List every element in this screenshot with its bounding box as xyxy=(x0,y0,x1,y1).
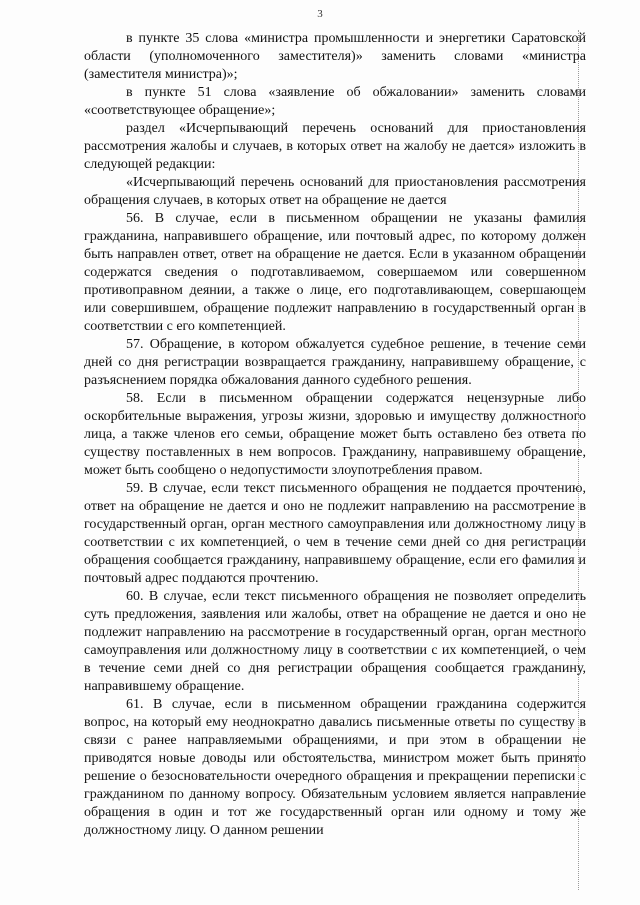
paragraph-58: 58. Если в письменном обращении содержатся нецензурные либо оскорбительные выражения, угрозы жизни, здоровью и имуществу должностного лица, а также членов его семьи, обращение может быть оставлено без ответа по существу поставленных в нем вопросов. Гражданину, направившему обращение, может быть сообщено о недопустимости злоупотребления правом. xyxy=(84,391,586,478)
paragraph-section-intro: раздел «Исчерпывающий перечень оснований для приостановления рассмотрения жалобы и случаев, в которых ответ на жалобу не дается» изложить в следующей редакции: xyxy=(84,121,586,172)
paragraph-60: 60. В случае, если текст письменного обращения не позволяет определить суть предложения, заявления или жалобы, ответ на обращение не дается и оно не подлежит направлению на рассмотрение в государственный орган, орган местного самоуправления или должностному лицу в соответствии с их компетенцией, о чем в течение семи дней со дня регистрации обращения сообщается гражданину, направившему обращение. xyxy=(84,589,586,694)
paragraph-59: 59. В случае, если текст письменного обращения не поддается прочтению, ответ на обращение не дается и оно не подлежит направлению на рассмотрение в государственный орган, орган местного самоуправления или должностному лицу в соответствии с их компетенцией, о чем в течение семи дней со дня регистрации обращения сообщается гражданину, направившему обращение, если его фамилия и почтовый адрес поддаются прочтению. xyxy=(84,481,586,586)
page-number: 3 xyxy=(317,8,323,20)
paragraph-57: 57. Обращение, в котором обжалуется судебное решение, в течение семи дней со дня регистрации возвращается гражданину, направившему обращение, с разъяснением порядка обжалования данного судебного решения. xyxy=(84,337,586,388)
paragraph-section-title: «Исчерпывающий перечень оснований для приостановления рассмотрения обращения случаев, в которых ответ на обращение не дается xyxy=(84,175,586,208)
paragraph-61: 61. В случае, если в письменном обращении гражданина содержится вопрос, на который ему неоднократно давались письменные ответы по существу в связи с ранее направляемыми обращениями, и при этом в обращении не приводятся новые доводы или обстоятельства, министром может быть принято решение о безосновательности очередного обращения и прекращении переписки с гражданином по данному вопросу. Обязательным условием является направление обращения в один и тот же государственный орган или одному и тому же должностному лицу. О данном решении xyxy=(84,697,586,838)
paragraph-point-51: в пункте 51 слова «заявление об обжаловании» заменить словами «соответствующее обращение»; xyxy=(84,85,586,118)
paragraph-point-35: в пункте 35 слова «министра промышленности и энергетики Саратовской области (уполномоченного заместителя)» заменить словами «министра (заместителя министра)»; xyxy=(84,31,586,82)
document-body xyxy=(84,30,586,840)
paragraph-56: 56. В случае, если в письменном обращении не указаны фамилия гражданина, направившего обращение, или почтовый адрес, по которому должен быть направлен ответ, ответ на обращение не дается. Если в указанном обращении содержатся сведения о подготавливаемом, совершаемом или совершенном противоправном деянии, а также о лице, его подготавливающем, совершающем или совершившем, обращение подлежит направлению в государственный орган в соответствии с его компетенцией. xyxy=(84,211,586,334)
